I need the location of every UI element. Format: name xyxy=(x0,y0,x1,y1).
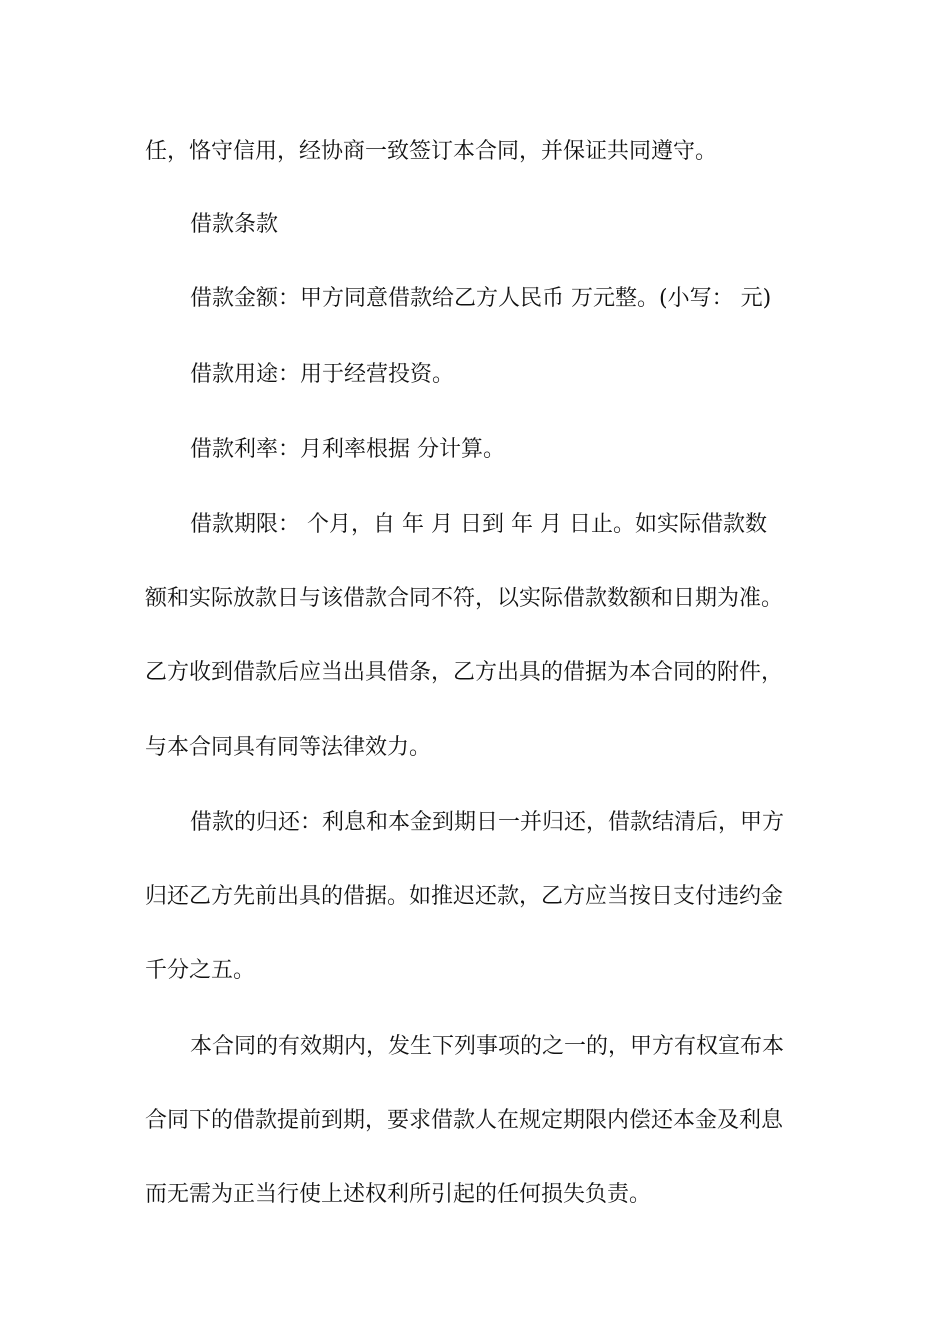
text-line: 千分之五。 xyxy=(145,958,256,983)
text-line: 合同下的借款提前到期，要求借款人在规定期限内偿还本金及利息 xyxy=(145,1108,784,1133)
text-line: 借款用途：用于经营投资。 xyxy=(190,362,455,387)
text-line: 与本合同具有同等法律效力。 xyxy=(145,735,432,760)
text-line: 任，恪守信用，经协商一致签订本合同，并保证共同遵守。 xyxy=(145,139,718,164)
text-line: 本合同的有效期内，发生下列事项的之一的，甲方有权宣布本 xyxy=(190,1034,785,1059)
text-line: 额和实际放款日与该借款合同不符，以实际借款数额和日期为准。 xyxy=(145,586,784,611)
text-line: 借款金额：甲方同意借款给乙方人民币 万元整。(小写： 元) xyxy=(190,286,772,311)
text-line: 归还乙方先前出具的借据。如推迟还款，乙方应当按日支付违约金 xyxy=(145,884,784,909)
section-heading: 借款条款 xyxy=(190,212,279,237)
text-line: 而无需为正当行使上述权利所引起的任何损失负责。 xyxy=(145,1182,652,1207)
text-line: 借款的归还：利息和本金到期日一并归还，借款结清后，甲方 xyxy=(190,810,785,835)
text-line: 借款期限： 个月，自 年 月 日到 年 月 日止。如实际借款数 xyxy=(190,512,767,537)
text-line: 乙方收到借款后应当出具借条，乙方出具的借据为本合同的附件， xyxy=(145,660,784,685)
text-line: 借款利率：月利率根据 分计算。 xyxy=(190,437,505,462)
